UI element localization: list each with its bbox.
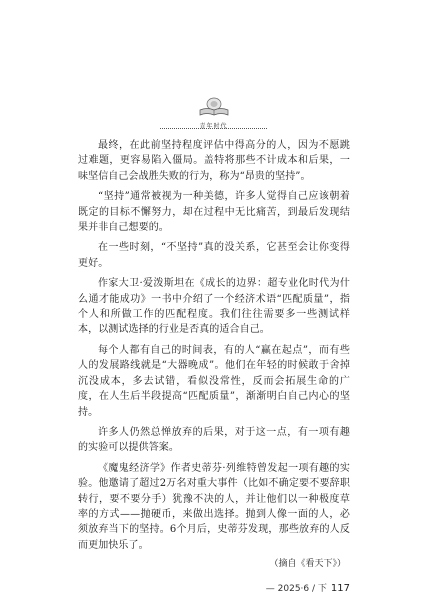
issue-label: — 2025·6 / 下 (265, 584, 327, 594)
column-header (0, 96, 427, 131)
paragraph-6: 许多人仍然总惮放弃的后果，对于这一点，有一项有趣的实验可以提供答案。 (78, 426, 350, 454)
source-credit: （摘自《看天下》） (269, 559, 346, 570)
paragraph-5: 每个人都有自己的时间表，有的人“赢在起点”，而有些人的发展路线就是“大器晚成”。他们在年轻的时候敢于舍掉沉没成本，多去试错，看似没常性，反而会拓展生命的广度，在人生后半段提高“匹配质量”，渐渐明白自己内心的坚持。 (78, 344, 350, 418)
page-footer (260, 581, 350, 594)
paragraph-1: 最终，在此前坚持程度评估中得高分的人，因为不愿跳过难题，更容易陷入僵局。盖特将那些不计成本和后果，一味坚信自己会战胜失败的行为，称为“昂贵的坚持”。 (78, 140, 350, 182)
open-book-emblem-icon (197, 96, 231, 118)
paragraph-2: “坚持”通常被视为一种美德，许多人觉得自己应该朝着既定的目标不懈努力，却在过程中无比痛苦，到最后发现结果并非自己想要的。 (78, 191, 350, 234)
page-number: 117 (330, 583, 350, 594)
column-title: 青年时代 (199, 123, 228, 130)
paragraph-4: 作家大卫·爱泼斯坦在《成长的边界：超专业化时代为什么通才能成功》一书中介绍了一个经济术语“匹配质量”，指个人和所做工作的匹配程度。我们往往需要多一些测试样本，以测试选择的行业是否真的适合自己。 (78, 278, 350, 336)
header-divider (160, 128, 267, 129)
paragraph-3: 在一些时刻，“不坚持”真的没关系，它甚至会让你变得更好。 (78, 242, 350, 269)
article-body (78, 138, 350, 571)
paragraph-7: 《魔鬼经济学》作者史蒂芬·列维特曾发起一项有趣的实验。他邀请了超过2万名对重大事件（比如不确定要不要辞职转行，要不要分手）犹豫不决的人，并让他们以一种极度草率的方式——抛硬币，来做出选择。抛到人像一面的人，必须放弃当下的坚持。6个月后，史蒂芬发现，那些放弃的人反而更加快乐了。 (78, 462, 350, 551)
